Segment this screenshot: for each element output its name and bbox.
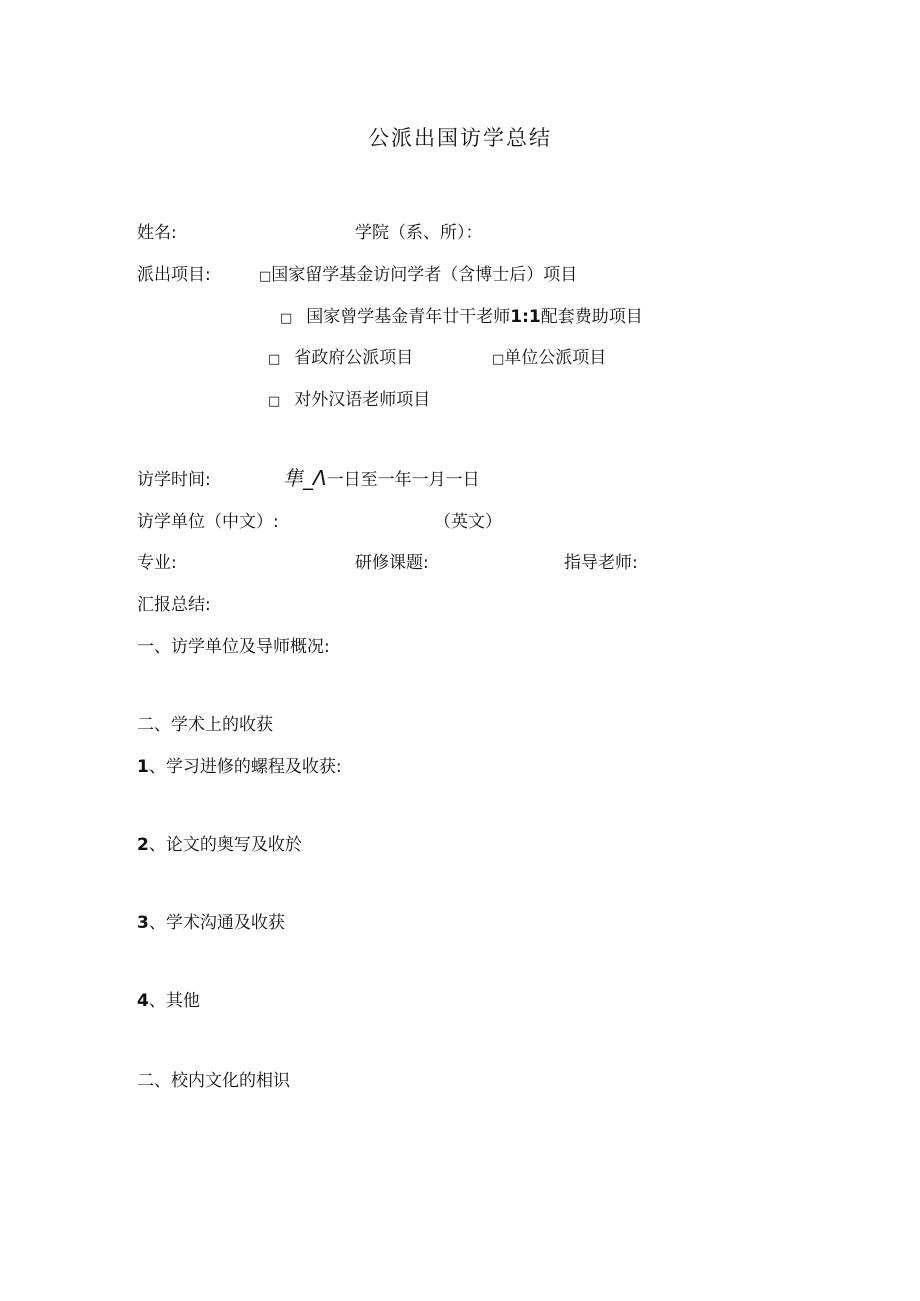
checkbox-icon: □ — [259, 269, 272, 284]
program-option-text: 配套费助项目 — [540, 307, 643, 327]
program-option-text: 省政府公派项目 — [294, 348, 414, 368]
item-text: 、其他 — [148, 991, 200, 1011]
checkbox-icon: □ — [268, 352, 281, 367]
program-option-text: 单位公派项目 — [504, 348, 607, 368]
checkbox-icon: □ — [492, 352, 505, 367]
section-heading-academic-gains: 二、学术上的收获 — [137, 715, 273, 735]
program-option-young-teacher — [280, 306, 643, 330]
program-option-chinese-teacher — [268, 389, 430, 413]
item-text: 、学术沟通及收获 — [148, 913, 285, 933]
major-label: 专业: — [137, 553, 177, 573]
visit-unit-cn-label: 访学单位（中文）: — [137, 512, 279, 532]
program-option-text: 国家曾学基金青年廿干老师 — [306, 307, 511, 327]
item-other — [137, 990, 200, 1012]
college-label: 学院（系、所）： — [355, 223, 483, 243]
visit-time-start: 隼_Λ — [283, 466, 327, 490]
checkbox-icon: □ — [268, 394, 281, 409]
visit-time-range: 一日至一年一月一日 — [326, 470, 480, 490]
research-topic-label: 研修课题: — [355, 553, 429, 573]
item-number: 4 — [137, 991, 149, 1011]
item-number: 1 — [137, 757, 149, 777]
advisor-label: 指导老师: — [564, 553, 638, 573]
visit-unit-en-label: （英文） — [434, 512, 502, 532]
report-label: 汇报总结: — [137, 595, 211, 615]
document-title: 公派出国访学总结 — [368, 126, 552, 150]
visit-time-value — [283, 467, 480, 491]
visit-time-label: 访学时间: — [137, 470, 211, 490]
item-number: 2 — [137, 835, 149, 855]
item-paper-writing — [137, 834, 302, 856]
program-option-text: 对外汉语老师项目 — [294, 390, 431, 410]
program-option-provincial — [268, 347, 413, 371]
item-academic-exchange — [137, 912, 285, 934]
program-option-text: 国家留学基金访问学者（含博士后）项目 — [271, 265, 578, 285]
section-heading-campus-culture: 二、校内文化的相识 — [137, 1071, 290, 1091]
item-text: 、学习进修的螺程及收获: — [148, 757, 342, 777]
section-heading-unit-overview: 一、访学单位及导师概况: — [137, 637, 330, 657]
name-label: 姓名: — [137, 223, 177, 243]
program-label: 派出项目: — [137, 265, 211, 285]
item-text: 、论文的奥写及收於 — [148, 835, 302, 855]
item-course-study — [137, 756, 342, 778]
checkbox-icon: □ — [280, 311, 293, 326]
program-option-unit — [492, 347, 606, 371]
item-number: 3 — [137, 913, 149, 933]
program-option-ratio: 1:1 — [510, 307, 541, 327]
program-option-visiting-scholar — [259, 264, 577, 288]
